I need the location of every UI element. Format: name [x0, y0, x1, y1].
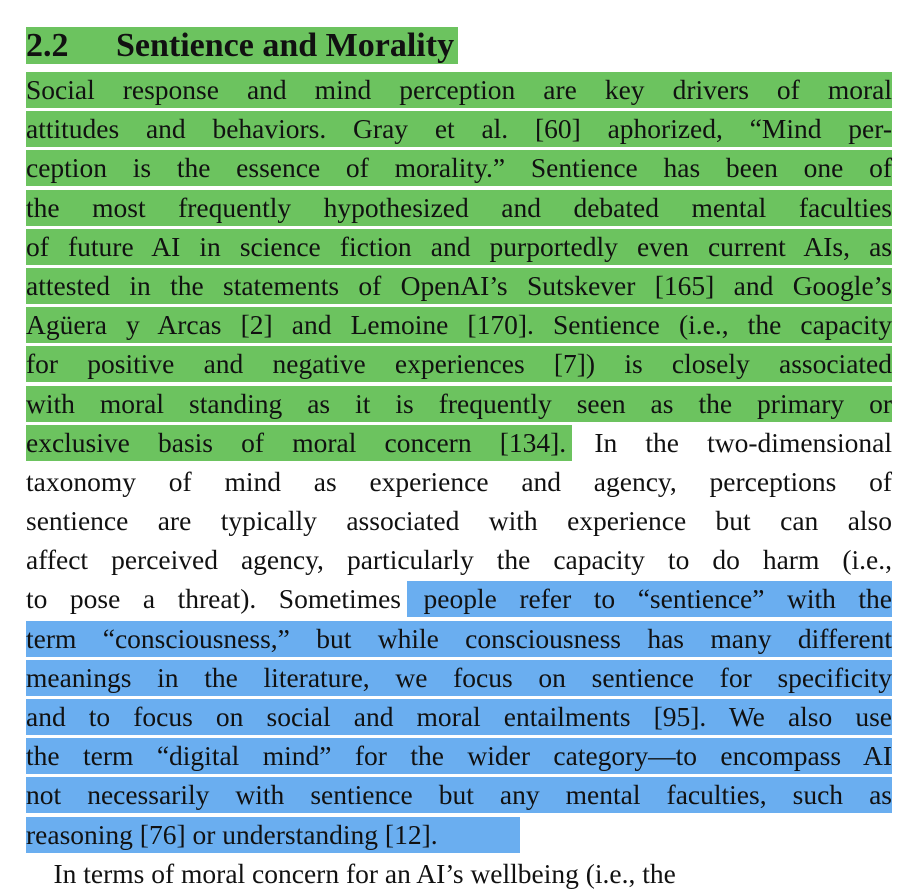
line-text: In terms of moral concern for an AI’s wellbeing (i.e., the [26, 857, 676, 889]
line-text: attested in the statements of OpenAI’s Sutskever [165] and Google’s [26, 269, 892, 301]
text-line [26, 109, 892, 148]
text-line [26, 462, 892, 501]
line-text: with moral standing as it is frequently seen as the primary or [26, 387, 892, 419]
line-text: and to focus on social and moral entailments [95]. We also use [26, 701, 892, 732]
text-line [26, 775, 892, 814]
line-text: term “consciousness,” but while consciousness has many different [26, 622, 892, 654]
text-line [26, 540, 892, 579]
text-line [26, 815, 892, 854]
text-line [26, 384, 892, 423]
text-line [26, 148, 892, 187]
line-text: to pose a threat). Sometimes people refer to “sentience” with the [26, 583, 892, 615]
text-line [26, 736, 892, 775]
text-line [26, 423, 892, 462]
text-line [26, 305, 892, 344]
line-text: not necessarily with sentience but any mental faculties, such as [26, 779, 892, 811]
line-text: Social response and mind perception are key drivers of moral [26, 74, 892, 105]
line-text: for positive and negative experiences [7]) is closely associated [26, 348, 892, 380]
line-text: reasoning [76] or understanding [12]. [26, 818, 438, 850]
text-line [26, 854, 892, 893]
text-line [26, 579, 892, 618]
text-line [26, 266, 892, 305]
line-text: the term “digital mind” for the wider category—to encompass AI [26, 740, 892, 772]
section-title: Sentience and Morality [116, 27, 455, 64]
line-text: exclusive basis of moral concern [134]. In the two-dimensional [26, 426, 892, 458]
text-line [26, 619, 892, 658]
line-text: attitudes and behaviors. Gray et al. [60] aphorized, “Mind per- [26, 113, 892, 145]
line-text: ception is the essence of morality.” Sentience has been one of [26, 152, 892, 184]
line-text: Agüera y Arcas [2] and Lemoine [170]. Sentience (i.e., the capacity [26, 309, 892, 341]
line-text: meanings in the literature, we focus on sentience for specificity [26, 661, 892, 693]
section-heading-highlight [26, 27, 458, 64]
text-line [26, 188, 892, 227]
text-line [26, 70, 892, 109]
line-text: of future AI in science fiction and purportedly even current AIs, as [26, 230, 892, 262]
text-line [26, 501, 892, 540]
paper-page [26, 22, 892, 893]
section-number: 2.2 [26, 27, 69, 64]
text-line [26, 697, 892, 736]
line-text: the most frequently hypothesized and debated mental faculties [26, 191, 892, 223]
text-line [26, 344, 892, 383]
line-text: taxonomy of mind as experience and agency, perceptions of [26, 465, 892, 497]
body-paragraph [26, 70, 892, 893]
text-line [26, 658, 892, 697]
line-text: sentience are typically associated with experience but can also [26, 505, 892, 537]
section-heading [26, 22, 892, 70]
text-line [26, 227, 892, 266]
line-text: affect perceived agency, particularly the capacity to do harm (i.e., [26, 544, 892, 576]
